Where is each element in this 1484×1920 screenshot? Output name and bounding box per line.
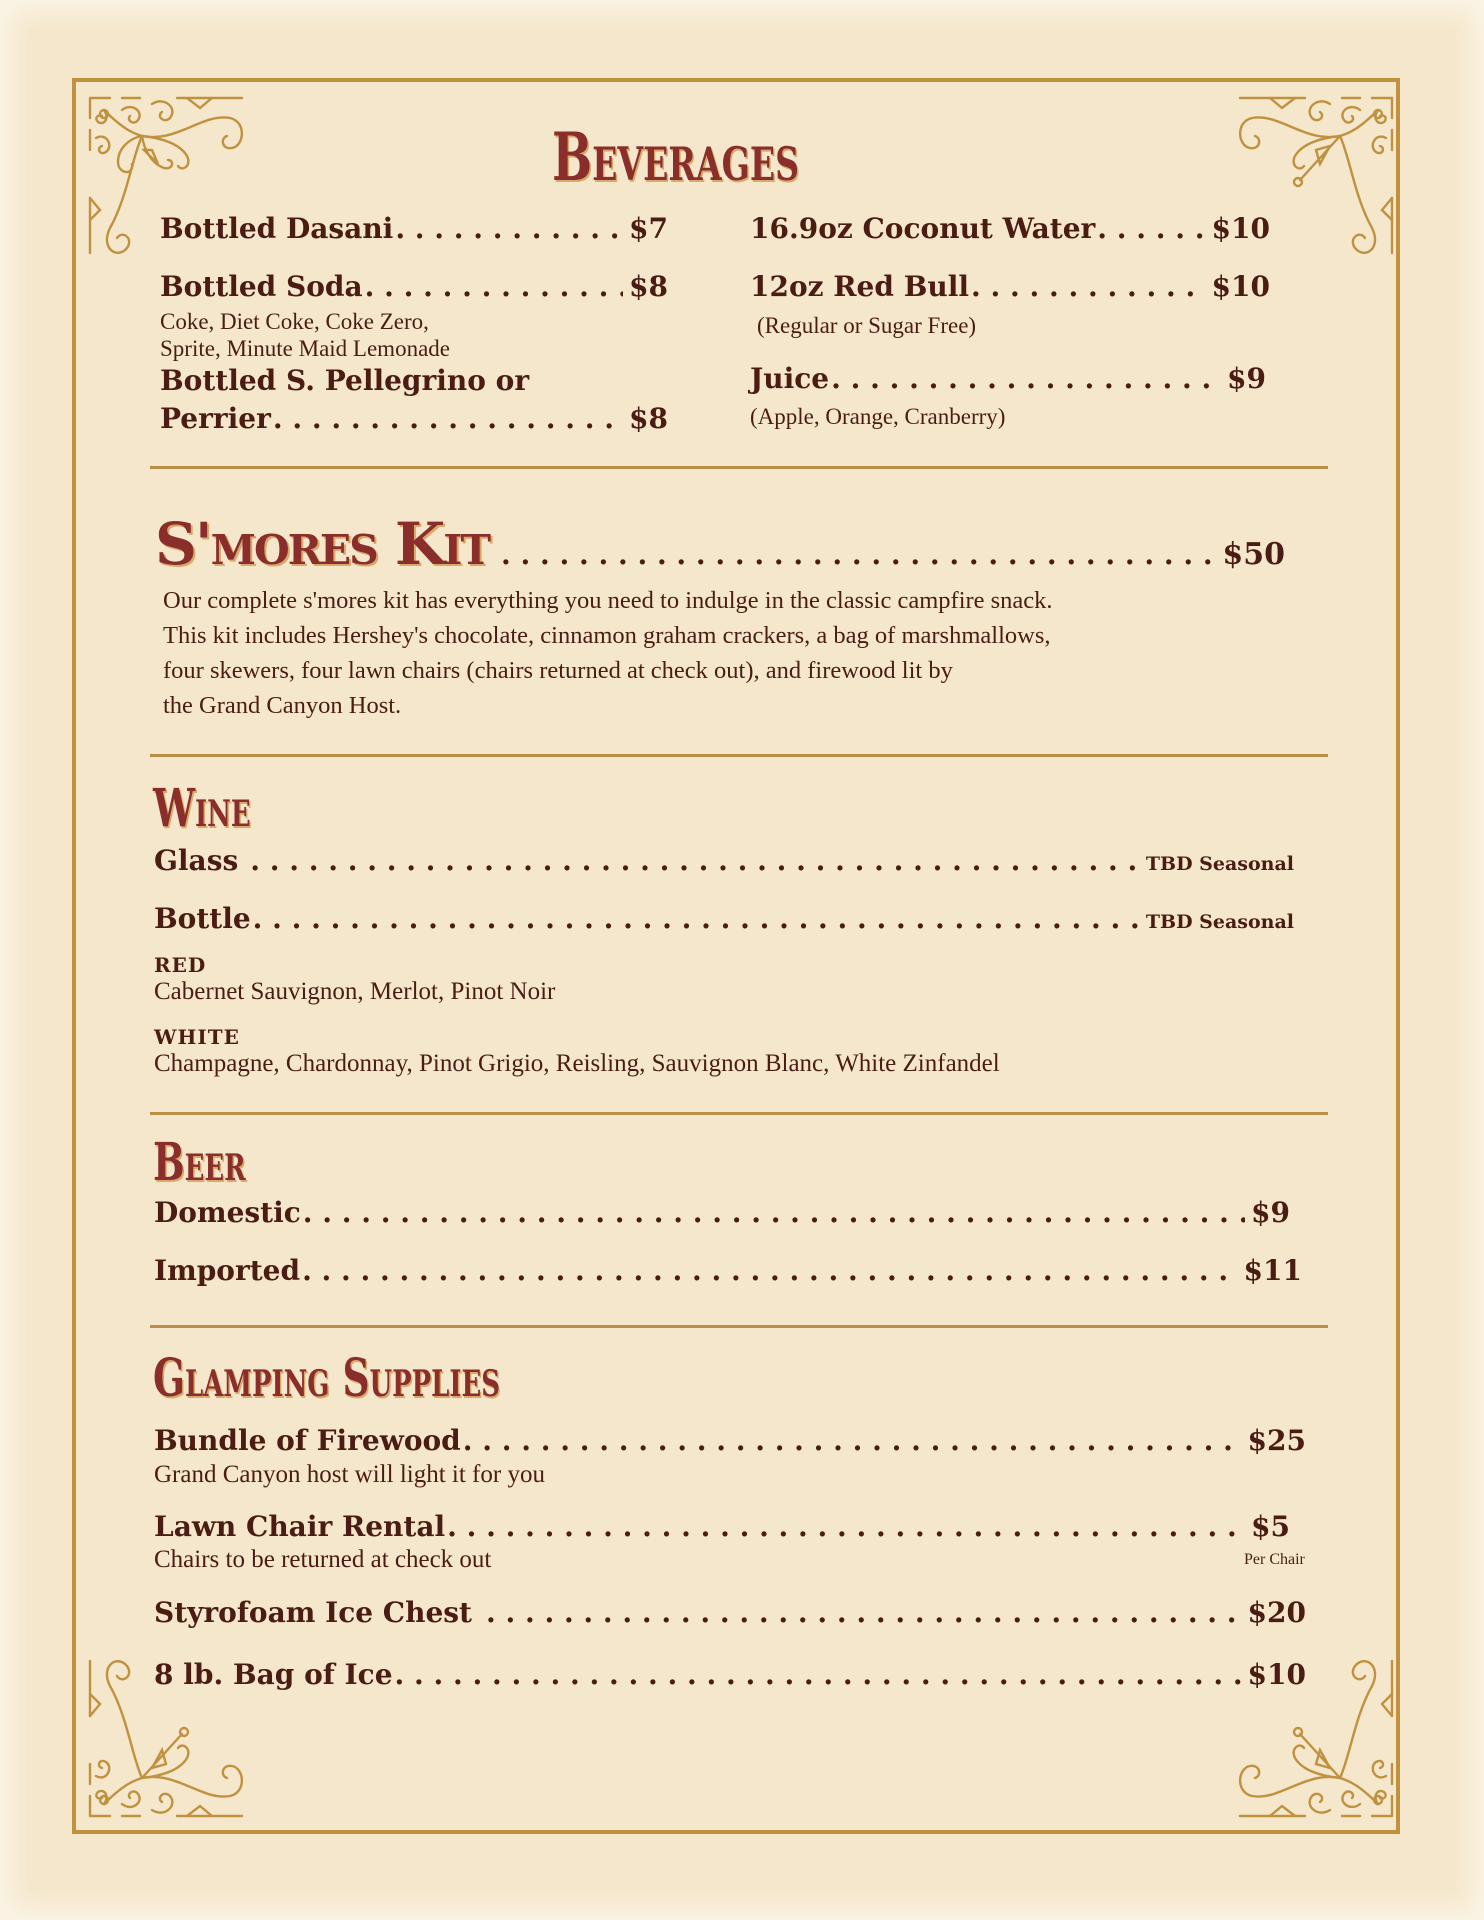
menu-item: Bottled Dasani . . . $7 bbox=[160, 212, 668, 245]
wine-heading: Wine bbox=[153, 778, 251, 839]
leader-dots bbox=[501, 538, 1216, 571]
leader-dots bbox=[273, 402, 623, 435]
leader-dots bbox=[447, 1510, 1245, 1543]
smores-description: Our complete s'mores kit has everything you need to indulge in the classic campfire snack. This kit includes Hershey's chocolate, cinnamon graham crackers, a bag of marshmallows, four skewers, four lawn chairs (chairs returned at check out), and firewood lit by the Grand Canyon Host. bbox=[163, 587, 1053, 719]
leader-dots bbox=[253, 902, 1140, 935]
item-description: Chairs to be returned at check out bbox=[154, 1546, 492, 1573]
leader-dots bbox=[302, 1254, 1237, 1287]
section-divider bbox=[150, 466, 1328, 469]
leader-dots bbox=[1097, 212, 1205, 245]
price-note: Per Chair bbox=[1244, 1551, 1305, 1568]
beer-heading: Beer bbox=[153, 1132, 246, 1193]
leader-dots bbox=[971, 270, 1206, 303]
menu-item: Bottle . . . TBD Seasonal bbox=[154, 902, 1294, 935]
leader-dots bbox=[831, 362, 1221, 395]
menu-item: Imported . . . $11 bbox=[154, 1254, 1302, 1287]
leader-dots bbox=[463, 1424, 1242, 1457]
menu-item: 8 lb. Bag of Ice . . . $10 bbox=[154, 1658, 1306, 1691]
menu-item: Perrier . . . $8 bbox=[160, 402, 668, 435]
item-description: (Regular or Sugar Free) bbox=[757, 313, 977, 338]
wine-white-label: WHITE bbox=[154, 1025, 240, 1049]
menu-item: Domestic . . . $9 bbox=[154, 1196, 1298, 1229]
leader-dots bbox=[486, 1596, 1242, 1629]
menu-item: Lawn Chair Rental . . . $5 bbox=[154, 1510, 1298, 1543]
beverages-heading: Beverages bbox=[552, 118, 800, 196]
item-description: (Apple, Orange, Cranberry) bbox=[750, 404, 1006, 429]
leader-dots bbox=[395, 212, 623, 245]
menu-item: 12oz Red Bull . . . $10 bbox=[750, 270, 1270, 303]
wine-red-varieties: Cabernet Sauvignon, Merlot, Pinot Noir bbox=[154, 978, 556, 1005]
item-description: Coke, Diet Coke, Coke Zero, bbox=[160, 309, 429, 334]
wine-red-label: RED bbox=[154, 953, 207, 977]
item-description: Grand Canyon host will light it for you bbox=[154, 1461, 545, 1488]
glamping-heading: Glamping Supplies bbox=[153, 1348, 500, 1409]
menu-item: Bottled Soda . . . $8 bbox=[160, 270, 668, 303]
smores-kit-row: S'mores Kit . . . $50 bbox=[155, 510, 1285, 578]
wine-white-varieties: Champagne, Chardonnay, Pinot Grigio, Reisling, Sauvignon Blanc, White Zinfandel bbox=[154, 1050, 1000, 1077]
leader-dots bbox=[395, 1658, 1242, 1691]
menu-item: Bundle of Firewood . . . $25 bbox=[154, 1424, 1306, 1457]
menu-item-name-line1: Bottled S. Pellegrino or bbox=[160, 364, 530, 397]
menu-item: 16.9oz Coconut Water . . . $10 bbox=[750, 212, 1270, 245]
menu-item: Juice . . . $9 bbox=[750, 362, 1296, 395]
smores-heading: S'mores Kit bbox=[155, 510, 489, 578]
leader-dots bbox=[365, 270, 623, 303]
menu-item: Styrofoam Ice Chest . . . $20 bbox=[154, 1596, 1306, 1629]
leader-dots bbox=[250, 844, 1140, 877]
section-divider bbox=[150, 1325, 1328, 1328]
leader-dots bbox=[303, 1196, 1245, 1229]
item-description: Sprite, Minute Maid Lemonade bbox=[160, 336, 450, 361]
section-divider bbox=[150, 1112, 1328, 1115]
section-divider bbox=[150, 754, 1328, 757]
menu-item: Glass . . . TBD Seasonal bbox=[154, 844, 1294, 877]
